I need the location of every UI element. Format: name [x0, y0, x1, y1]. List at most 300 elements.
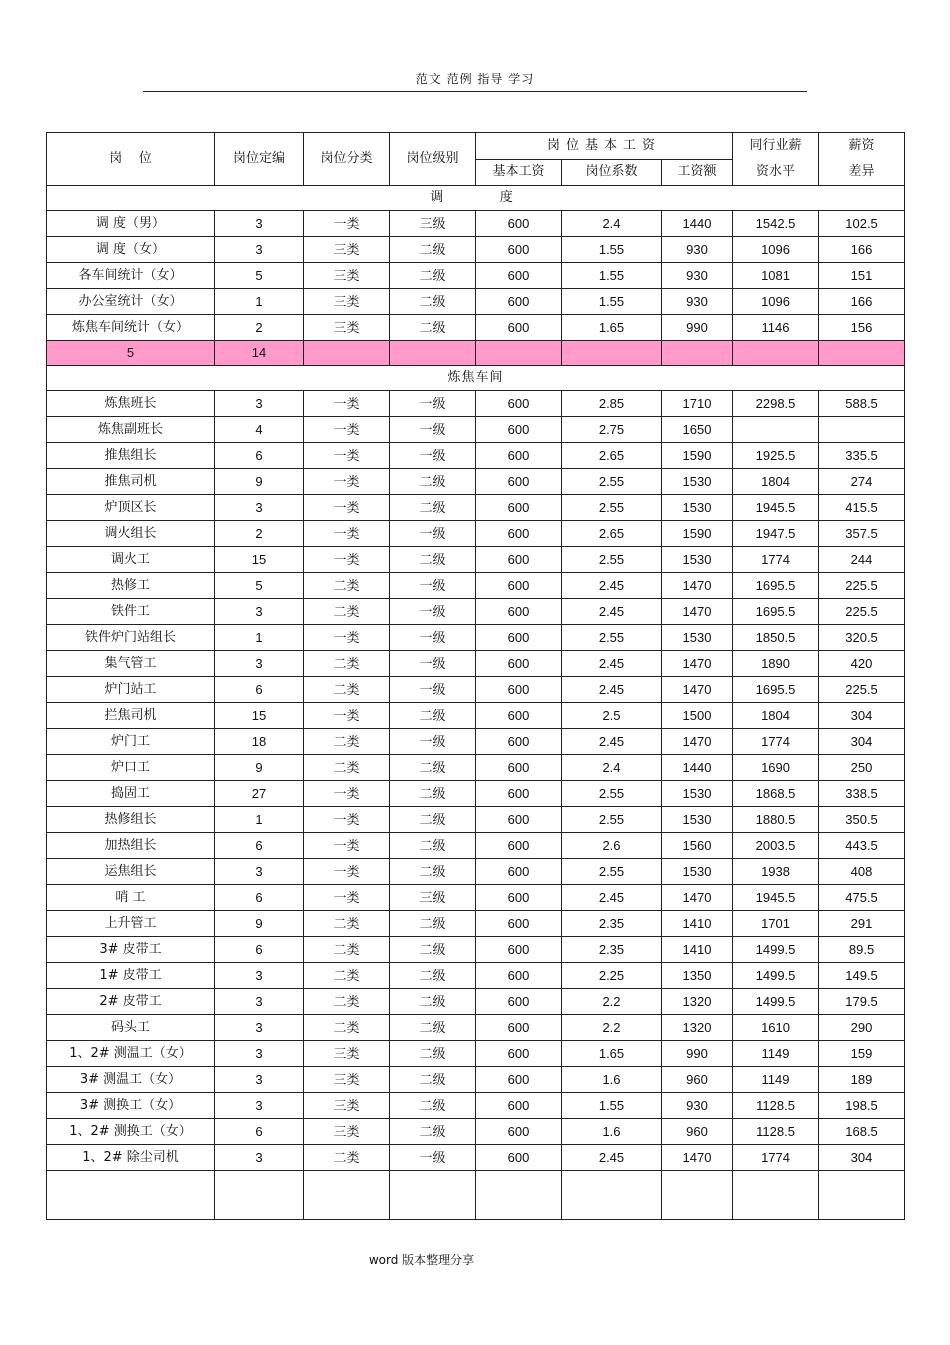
cell-industry-level: 1947.5 — [733, 521, 819, 547]
cell-base-wage: 600 — [476, 315, 562, 341]
cell-wage-amount: 1470 — [662, 729, 733, 755]
cell-coefficient: 2.35 — [562, 937, 662, 963]
cell-industry-level — [733, 417, 819, 443]
cell-wage-amount: 1530 — [662, 469, 733, 495]
cell-category: 二类 — [304, 963, 390, 989]
summary-cell-level — [390, 341, 476, 366]
cell-coefficient: 2.55 — [562, 547, 662, 573]
cell-wage-diff: 304 — [819, 1145, 905, 1171]
cell-wage-amount: 1320 — [662, 1015, 733, 1041]
summary-cell-coefficient — [562, 341, 662, 366]
cell-wage-amount: 1500 — [662, 703, 733, 729]
cell-headcount: 1 — [215, 289, 304, 315]
cell-wage-amount: 990 — [662, 315, 733, 341]
cell-level: 一级 — [390, 521, 476, 547]
cell-category: 一类 — [304, 443, 390, 469]
summary-cell-base-wage — [476, 341, 562, 366]
cell-position: 运焦组长 — [47, 859, 215, 885]
col-header-industry-line2: 资水平 — [756, 164, 796, 179]
table-row — [47, 1119, 905, 1145]
cell-industry-level: 1890 — [733, 651, 819, 677]
cell-coefficient: 2.75 — [562, 417, 662, 443]
cell-wage-diff — [819, 417, 905, 443]
cell-category: 二类 — [304, 937, 390, 963]
cell-wage-amount: 960 — [662, 1067, 733, 1093]
cell-wage-amount: 930 — [662, 237, 733, 263]
empty-cell — [390, 1171, 476, 1220]
cell-wage-diff: 290 — [819, 1015, 905, 1041]
table-row — [47, 417, 905, 443]
empty-cell — [819, 1171, 905, 1220]
col-header-diff — [819, 133, 905, 186]
cell-base-wage: 600 — [476, 625, 562, 651]
cell-coefficient: 2.55 — [562, 469, 662, 495]
cell-wage-amount: 1350 — [662, 963, 733, 989]
table-row — [47, 391, 905, 417]
table-row — [47, 495, 905, 521]
cell-position: 3# 皮带工 — [47, 937, 215, 963]
table-row — [47, 211, 905, 237]
table-row — [47, 547, 905, 573]
cell-coefficient: 1.55 — [562, 237, 662, 263]
cell-headcount: 6 — [215, 937, 304, 963]
cell-base-wage: 600 — [476, 1119, 562, 1145]
cell-coefficient: 2.45 — [562, 651, 662, 677]
cell-category: 一类 — [304, 391, 390, 417]
cell-level: 二级 — [390, 315, 476, 341]
cell-coefficient: 2.65 — [562, 521, 662, 547]
table-row — [47, 573, 905, 599]
cell-wage-diff: 304 — [819, 703, 905, 729]
cell-base-wage: 600 — [476, 469, 562, 495]
cell-coefficient: 2.45 — [562, 729, 662, 755]
cell-wage-diff: 304 — [819, 729, 905, 755]
cell-coefficient: 2.55 — [562, 859, 662, 885]
cell-wage-diff: 320.5 — [819, 625, 905, 651]
cell-wage-amount: 1470 — [662, 677, 733, 703]
cell-wage-diff: 335.5 — [819, 443, 905, 469]
table-row — [47, 1067, 905, 1093]
cell-wage-amount: 1590 — [662, 443, 733, 469]
cell-base-wage: 600 — [476, 1093, 562, 1119]
cell-base-wage: 600 — [476, 859, 562, 885]
cell-base-wage: 600 — [476, 237, 562, 263]
cell-level: 二级 — [390, 911, 476, 937]
cell-position: 捣固工 — [47, 781, 215, 807]
header-divider — [143, 91, 807, 92]
cell-headcount: 3 — [215, 495, 304, 521]
cell-industry-level: 1128.5 — [733, 1119, 819, 1145]
cell-headcount: 9 — [215, 911, 304, 937]
cell-base-wage: 600 — [476, 289, 562, 315]
cell-level: 二级 — [390, 703, 476, 729]
cell-base-wage: 600 — [476, 807, 562, 833]
col-header-headcount: 岗位定编 — [215, 133, 304, 186]
cell-coefficient: 2.45 — [562, 1145, 662, 1171]
cell-category: 一类 — [304, 781, 390, 807]
cell-headcount: 6 — [215, 443, 304, 469]
cell-headcount: 15 — [215, 703, 304, 729]
cell-category: 三类 — [304, 289, 390, 315]
cell-position: 加热组长 — [47, 833, 215, 859]
cell-position: 炉门工 — [47, 729, 215, 755]
cell-category: 一类 — [304, 521, 390, 547]
cell-position: 炉口工 — [47, 755, 215, 781]
cell-position: 1# 皮带工 — [47, 963, 215, 989]
cell-category: 二类 — [304, 1145, 390, 1171]
cell-headcount: 6 — [215, 1119, 304, 1145]
cell-coefficient: 1.65 — [562, 1041, 662, 1067]
cell-wage-amount: 1530 — [662, 625, 733, 651]
cell-base-wage: 600 — [476, 521, 562, 547]
cell-category: 一类 — [304, 547, 390, 573]
section-title: 调 度 — [47, 186, 905, 211]
cell-level: 二级 — [390, 1067, 476, 1093]
cell-coefficient: 2.45 — [562, 599, 662, 625]
cell-wage-amount: 1470 — [662, 599, 733, 625]
cell-level: 二级 — [390, 1041, 476, 1067]
cell-headcount: 3 — [215, 963, 304, 989]
cell-level: 二级 — [390, 547, 476, 573]
cell-wage-diff: 291 — [819, 911, 905, 937]
table-row — [47, 237, 905, 263]
page-footer: word 版本整理分享 — [368, 1253, 475, 1267]
cell-base-wage: 600 — [476, 885, 562, 911]
cell-headcount: 3 — [215, 599, 304, 625]
cell-category: 二类 — [304, 989, 390, 1015]
cell-wage-amount: 930 — [662, 263, 733, 289]
cell-base-wage: 600 — [476, 989, 562, 1015]
cell-base-wage: 600 — [476, 937, 562, 963]
cell-category: 二类 — [304, 911, 390, 937]
cell-coefficient: 2.85 — [562, 391, 662, 417]
empty-cell — [476, 1171, 562, 1220]
cell-industry-level: 1610 — [733, 1015, 819, 1041]
cell-level: 一级 — [390, 729, 476, 755]
cell-level: 一级 — [390, 443, 476, 469]
cell-headcount: 15 — [215, 547, 304, 573]
cell-headcount: 5 — [215, 573, 304, 599]
cell-coefficient: 2.65 — [562, 443, 662, 469]
col-header-coefficient: 岗位系数 — [562, 159, 662, 186]
cell-position: 2# 皮带工 — [47, 989, 215, 1015]
cell-wage-diff: 420 — [819, 651, 905, 677]
col-header-wage-amount: 工资额 — [662, 159, 733, 186]
cell-coefficient: 2.45 — [562, 677, 662, 703]
table-row — [47, 1015, 905, 1041]
cell-headcount: 6 — [215, 677, 304, 703]
cell-industry-level: 2003.5 — [733, 833, 819, 859]
cell-wage-diff: 475.5 — [819, 885, 905, 911]
empty-cell — [662, 1171, 733, 1220]
cell-wage-diff: 149.5 — [819, 963, 905, 989]
table-row — [47, 807, 905, 833]
cell-industry-level: 1945.5 — [733, 495, 819, 521]
cell-wage-diff: 151 — [819, 263, 905, 289]
cell-level: 二级 — [390, 469, 476, 495]
cell-coefficient: 2.45 — [562, 573, 662, 599]
table-row — [47, 599, 905, 625]
wage-table — [46, 132, 905, 1220]
cell-position: 拦焦司机 — [47, 703, 215, 729]
cell-industry-level: 1149 — [733, 1041, 819, 1067]
cell-position: 调火组长 — [47, 521, 215, 547]
cell-category: 二类 — [304, 573, 390, 599]
cell-wage-amount: 1440 — [662, 755, 733, 781]
cell-industry-level: 1945.5 — [733, 885, 819, 911]
cell-base-wage: 600 — [476, 1145, 562, 1171]
cell-level: 二级 — [390, 1093, 476, 1119]
cell-industry-level: 1804 — [733, 469, 819, 495]
table-row — [47, 315, 905, 341]
cell-wage-diff: 225.5 — [819, 677, 905, 703]
cell-category: 三类 — [304, 263, 390, 289]
cell-position: 炉顶区长 — [47, 495, 215, 521]
cell-industry-level: 1096 — [733, 289, 819, 315]
table-row — [47, 289, 905, 315]
cell-base-wage: 600 — [476, 443, 562, 469]
col-header-level: 岗位级别 — [390, 133, 476, 186]
cell-category: 二类 — [304, 729, 390, 755]
cell-wage-amount: 1710 — [662, 391, 733, 417]
cell-base-wage: 600 — [476, 263, 562, 289]
table-row — [47, 781, 905, 807]
cell-headcount: 2 — [215, 315, 304, 341]
cell-level: 二级 — [390, 289, 476, 315]
cell-position: 1、2# 测换工（女） — [47, 1119, 215, 1145]
cell-wage-diff: 250 — [819, 755, 905, 781]
cell-wage-amount: 1530 — [662, 495, 733, 521]
table-row — [47, 755, 905, 781]
cell-base-wage: 600 — [476, 211, 562, 237]
cell-industry-level: 1850.5 — [733, 625, 819, 651]
cell-industry-level: 1499.5 — [733, 989, 819, 1015]
cell-industry-level: 1096 — [733, 237, 819, 263]
summary-cell-wage-amount — [662, 341, 733, 366]
cell-industry-level: 1542.5 — [733, 211, 819, 237]
summary-cell-industry-level — [733, 341, 819, 366]
cell-base-wage: 600 — [476, 703, 562, 729]
cell-base-wage: 600 — [476, 677, 562, 703]
cell-industry-level: 1695.5 — [733, 677, 819, 703]
cell-position: 3# 测温工（女） — [47, 1067, 215, 1093]
cell-position: 热修组长 — [47, 807, 215, 833]
cell-position: 办公室统计（女） — [47, 289, 215, 315]
cell-base-wage: 600 — [476, 911, 562, 937]
col-header-base-wage: 基本工资 — [476, 159, 562, 186]
cell-headcount: 3 — [215, 859, 304, 885]
cell-industry-level: 1695.5 — [733, 573, 819, 599]
cell-category: 一类 — [304, 807, 390, 833]
cell-position: 铁件工 — [47, 599, 215, 625]
cell-wage-diff: 166 — [819, 289, 905, 315]
cell-wage-diff: 274 — [819, 469, 905, 495]
empty-cell — [562, 1171, 662, 1220]
cell-wage-diff: 357.5 — [819, 521, 905, 547]
summary-cell-headcount: 14 — [215, 341, 304, 366]
cell-category: 一类 — [304, 417, 390, 443]
cell-coefficient: 2.2 — [562, 989, 662, 1015]
cell-level: 一级 — [390, 573, 476, 599]
cell-wage-diff: 102.5 — [819, 211, 905, 237]
cell-industry-level: 1499.5 — [733, 963, 819, 989]
cell-level: 一级 — [390, 625, 476, 651]
cell-level: 一级 — [390, 677, 476, 703]
cell-base-wage: 600 — [476, 729, 562, 755]
cell-level: 二级 — [390, 807, 476, 833]
cell-headcount: 1 — [215, 807, 304, 833]
cell-base-wage: 600 — [476, 417, 562, 443]
table-row — [47, 677, 905, 703]
cell-level: 二级 — [390, 833, 476, 859]
cell-industry-level: 1774 — [733, 547, 819, 573]
table-row — [47, 443, 905, 469]
cell-coefficient: 2.5 — [562, 703, 662, 729]
cell-industry-level: 1149 — [733, 1067, 819, 1093]
table-row — [47, 859, 905, 885]
cell-wage-amount: 1410 — [662, 911, 733, 937]
cell-headcount: 6 — [215, 885, 304, 911]
cell-level: 三级 — [390, 885, 476, 911]
cell-position: 3# 测换工（女） — [47, 1093, 215, 1119]
cell-category: 三类 — [304, 1067, 390, 1093]
col-header-industry — [733, 133, 819, 186]
cell-base-wage: 600 — [476, 963, 562, 989]
cell-category: 三类 — [304, 1041, 390, 1067]
cell-coefficient: 2.55 — [562, 625, 662, 651]
cell-coefficient: 1.6 — [562, 1119, 662, 1145]
cell-category: 一类 — [304, 211, 390, 237]
cell-wage-diff: 350.5 — [819, 807, 905, 833]
cell-headcount: 3 — [215, 1067, 304, 1093]
cell-category: 一类 — [304, 833, 390, 859]
cell-industry-level: 1774 — [733, 1145, 819, 1171]
cell-wage-amount: 930 — [662, 289, 733, 315]
table-row — [47, 1145, 905, 1171]
cell-level: 一级 — [390, 417, 476, 443]
cell-position: 哨 工 — [47, 885, 215, 911]
cell-industry-level: 1081 — [733, 263, 819, 289]
cell-base-wage: 600 — [476, 391, 562, 417]
cell-level: 二级 — [390, 781, 476, 807]
cell-wage-amount: 1470 — [662, 885, 733, 911]
cell-headcount: 3 — [215, 1093, 304, 1119]
cell-category: 一类 — [304, 703, 390, 729]
cell-wage-amount: 990 — [662, 1041, 733, 1067]
summary-row — [47, 341, 905, 366]
cell-base-wage: 600 — [476, 1067, 562, 1093]
cell-position: 炉门站工 — [47, 677, 215, 703]
cell-industry-level: 1925.5 — [733, 443, 819, 469]
cell-headcount: 3 — [215, 211, 304, 237]
cell-wage-amount: 1320 — [662, 989, 733, 1015]
cell-level: 二级 — [390, 989, 476, 1015]
cell-wage-amount: 960 — [662, 1119, 733, 1145]
cell-level: 一级 — [390, 651, 476, 677]
empty-row — [47, 1171, 905, 1220]
cell-category: 三类 — [304, 237, 390, 263]
empty-cell — [733, 1171, 819, 1220]
cell-industry-level: 2298.5 — [733, 391, 819, 417]
col-header-diff-line1: 薪资 — [848, 138, 875, 153]
empty-cell — [47, 1171, 215, 1220]
cell-base-wage: 600 — [476, 573, 562, 599]
cell-industry-level: 1804 — [733, 703, 819, 729]
cell-industry-level: 1128.5 — [733, 1093, 819, 1119]
cell-wage-amount: 1650 — [662, 417, 733, 443]
cell-base-wage: 600 — [476, 495, 562, 521]
cell-headcount: 9 — [215, 469, 304, 495]
cell-headcount: 3 — [215, 237, 304, 263]
cell-category: 一类 — [304, 469, 390, 495]
cell-headcount: 5 — [215, 263, 304, 289]
cell-headcount: 6 — [215, 833, 304, 859]
cell-base-wage: 600 — [476, 833, 562, 859]
cell-wage-diff: 156 — [819, 315, 905, 341]
table-body — [47, 186, 905, 1220]
table-row — [47, 833, 905, 859]
cell-wage-amount: 1470 — [662, 651, 733, 677]
table-row — [47, 1093, 905, 1119]
cell-coefficient: 2.2 — [562, 1015, 662, 1041]
cell-coefficient: 2.25 — [562, 963, 662, 989]
cell-coefficient: 2.6 — [562, 833, 662, 859]
summary-cell-category — [304, 341, 390, 366]
cell-position: 集气管工 — [47, 651, 215, 677]
cell-position: 上升管工 — [47, 911, 215, 937]
cell-industry-level: 1938 — [733, 859, 819, 885]
table-row — [47, 469, 905, 495]
cell-coefficient: 2.55 — [562, 495, 662, 521]
cell-level: 二级 — [390, 937, 476, 963]
cell-wage-diff: 168.5 — [819, 1119, 905, 1145]
cell-headcount: 1 — [215, 625, 304, 651]
cell-coefficient: 1.55 — [562, 1093, 662, 1119]
cell-wage-diff: 189 — [819, 1067, 905, 1093]
col-header-position: 岗 位 — [47, 133, 215, 186]
cell-position: 各车间统计（女） — [47, 263, 215, 289]
table-row — [47, 263, 905, 289]
cell-base-wage: 600 — [476, 781, 562, 807]
summary-cell-wage-diff — [819, 341, 905, 366]
cell-coefficient: 2.4 — [562, 755, 662, 781]
cell-wage-diff: 338.5 — [819, 781, 905, 807]
page-header: 范文 范例 指导 学习 — [415, 72, 535, 86]
cell-coefficient: 1.55 — [562, 289, 662, 315]
cell-headcount: 3 — [215, 391, 304, 417]
cell-wage-amount: 1440 — [662, 211, 733, 237]
cell-wage-diff: 166 — [819, 237, 905, 263]
table-row — [47, 1041, 905, 1067]
cell-wage-amount: 1470 — [662, 573, 733, 599]
cell-level: 二级 — [390, 755, 476, 781]
table-row — [47, 651, 905, 677]
col-header-diff-line2: 差异 — [848, 164, 875, 179]
cell-coefficient: 2.45 — [562, 885, 662, 911]
cell-headcount: 3 — [215, 651, 304, 677]
table-header — [47, 133, 905, 186]
cell-position: 调 度（女） — [47, 237, 215, 263]
cell-level: 二级 — [390, 237, 476, 263]
section-header-row — [47, 186, 905, 211]
cell-wage-diff: 159 — [819, 1041, 905, 1067]
cell-coefficient: 2.4 — [562, 211, 662, 237]
cell-position: 调 度（男） — [47, 211, 215, 237]
cell-industry-level: 1774 — [733, 729, 819, 755]
cell-wage-diff: 179.5 — [819, 989, 905, 1015]
cell-category: 三类 — [304, 1093, 390, 1119]
table-row — [47, 963, 905, 989]
